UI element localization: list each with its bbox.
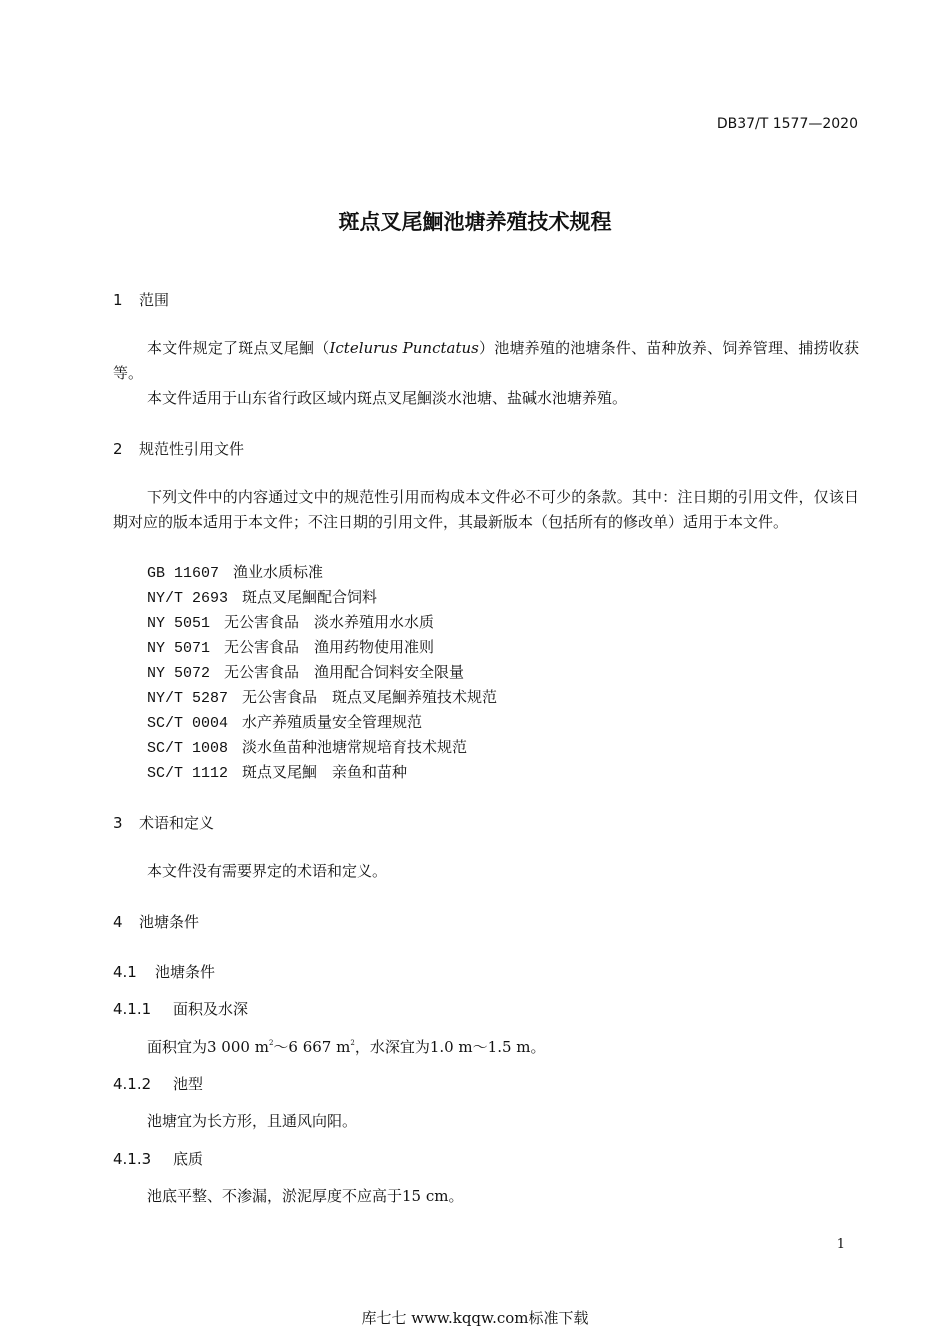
reference-item bbox=[147, 736, 467, 757]
reference-title: 无公害食品 渔用配合饲料安全限量 bbox=[224, 663, 465, 681]
section-number: 1 bbox=[113, 291, 123, 309]
subsection-heading-4-1-3 bbox=[113, 1148, 203, 1169]
reference-code: NY 5072 bbox=[147, 665, 211, 682]
scope-paragraph-2: 本文件适用于山东省行政区域内斑点叉尾鮰淡水池塘、盐碱水池塘养殖。 bbox=[147, 389, 628, 407]
document-code: DB37/T 1577—2020 bbox=[716, 116, 858, 132]
terms-paragraph: 本文件没有需要界定的术语和定义。 bbox=[147, 862, 388, 880]
reference-code: SC/T 1008 bbox=[147, 740, 229, 757]
section-number: 4 bbox=[113, 913, 123, 931]
section-title: 池塘条件 bbox=[139, 913, 200, 931]
subsection-title: 底质 bbox=[173, 1150, 204, 1168]
scope-paragraph-1 bbox=[113, 336, 859, 386]
page-number: 1 bbox=[836, 1237, 845, 1252]
reference-code: NY 5071 bbox=[147, 640, 211, 657]
area-text: 面积宜为3 000 m bbox=[147, 1038, 269, 1056]
reference-code: SC/T 0004 bbox=[147, 715, 229, 732]
superscript: 2 bbox=[268, 1039, 274, 1047]
section-heading-terms bbox=[113, 812, 214, 833]
reference-title: 无公害食品 斑点叉尾鮰养殖技术规范 bbox=[242, 688, 498, 706]
subsection-number: 4.1 bbox=[113, 963, 137, 981]
subsection-title: 池塘条件 bbox=[155, 963, 216, 981]
shape-paragraph: 池塘宜为长方形，且通风向阳。 bbox=[147, 1112, 358, 1130]
reference-code: NY/T 5287 bbox=[147, 690, 229, 707]
reference-title: 水产养殖质量安全管理规范 bbox=[242, 713, 423, 731]
subsection-heading-4-1 bbox=[113, 961, 215, 982]
scope-text: 本文件规定了斑点叉尾鮰（ bbox=[147, 339, 330, 357]
reference-item bbox=[147, 586, 377, 607]
latin-name: Ictelurus Punctatus bbox=[329, 339, 479, 357]
section-number: 3 bbox=[113, 814, 123, 832]
bottom-paragraph: 池底平整、不渗漏，淤泥厚度不应高于15 cm。 bbox=[147, 1187, 464, 1205]
section-title: 范围 bbox=[139, 291, 170, 309]
normative-intro: 下列文件中的内容通过文中的规范性引用而构成本文件必不可少的条款。其中：注日期的引用文件，仅该日期对应的版本适用于本文件；不注日期的引用文件，其最新版本（包括所有的修改单）适用于本文件。 bbox=[113, 488, 859, 531]
section-title: 规范性引用文件 bbox=[139, 440, 245, 458]
area-text: ，水深宜为1.0 m～1.5 m。 bbox=[354, 1038, 546, 1056]
reference-title: 斑点叉尾鮰 亲鱼和苗种 bbox=[242, 763, 408, 781]
subsection-title: 池型 bbox=[173, 1075, 204, 1093]
page-title: 斑点叉尾鮰池塘养殖技术规程 bbox=[338, 210, 612, 234]
reference-title: 淡水鱼苗种池塘常规培育技术规范 bbox=[242, 738, 468, 756]
reference-item bbox=[147, 661, 464, 682]
reference-title: 无公害食品 渔用药物使用准则 bbox=[224, 638, 435, 656]
reference-item bbox=[147, 711, 422, 732]
subsection-title: 面积及水深 bbox=[173, 1000, 249, 1018]
reference-item bbox=[147, 686, 497, 707]
superscript: 2 bbox=[350, 1039, 355, 1047]
subsection-number: 4.1.1 bbox=[113, 1000, 152, 1018]
area-text: ～6 667 m bbox=[273, 1038, 351, 1056]
footer-watermark: 库七七 www.kqqw.com标准下载 bbox=[361, 1309, 589, 1327]
reference-item bbox=[147, 761, 407, 782]
section-heading-scope bbox=[113, 289, 169, 310]
reference-item bbox=[147, 611, 434, 632]
section-title: 术语和定义 bbox=[139, 814, 215, 832]
reference-title: 无公害食品 淡水养殖用水水质 bbox=[224, 613, 435, 631]
reference-item bbox=[147, 561, 323, 582]
scope-text: ）池塘养殖的池塘条件、苗种放养、饲养管理、捕捞收获等。 bbox=[113, 339, 859, 382]
subsection-number: 4.1.2 bbox=[113, 1075, 152, 1093]
subsection-heading-4-1-2 bbox=[113, 1073, 203, 1094]
reference-item bbox=[147, 636, 434, 657]
reference-code: NY/T 2693 bbox=[147, 590, 229, 607]
section-heading-normative bbox=[113, 438, 244, 459]
reference-title: 斑点叉尾鮰配合饲料 bbox=[242, 588, 378, 606]
subsection-number: 4.1.3 bbox=[113, 1150, 152, 1168]
reference-code: NY 5051 bbox=[147, 615, 211, 632]
subsection-heading-4-1-1 bbox=[113, 998, 248, 1019]
reference-code: SC/T 1112 bbox=[147, 765, 229, 782]
reference-code: GB 11607 bbox=[147, 565, 220, 582]
section-number: 2 bbox=[113, 440, 123, 458]
section-heading-pond bbox=[113, 911, 199, 932]
reference-title: 渔业水质标准 bbox=[233, 563, 324, 581]
area-paragraph bbox=[147, 1036, 546, 1057]
